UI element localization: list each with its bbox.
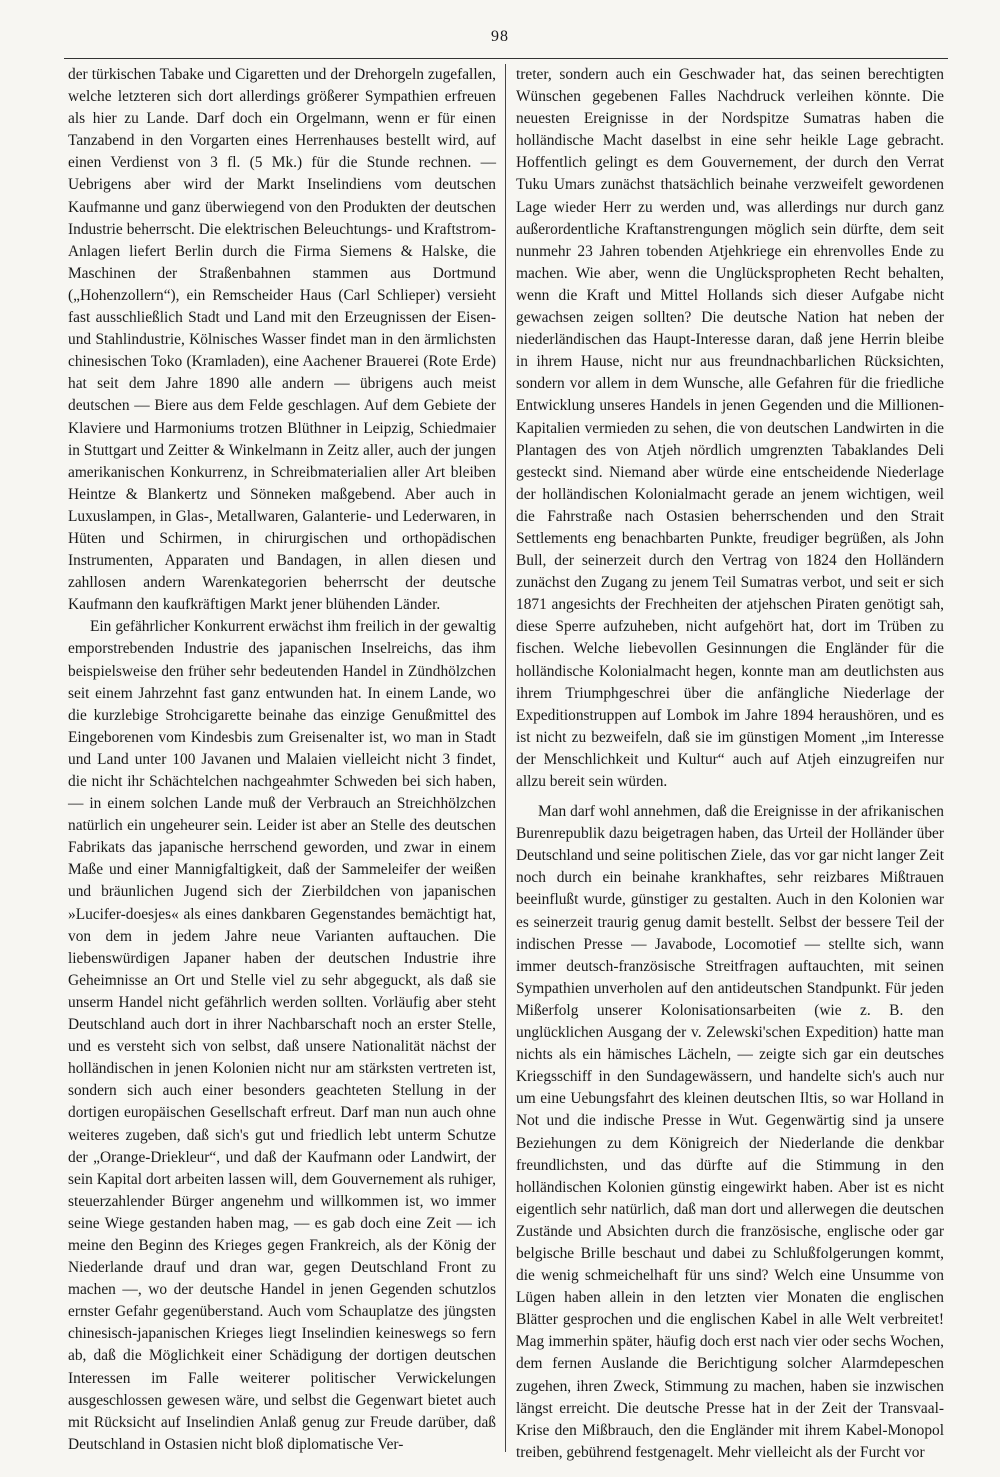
right-column (516, 64, 944, 1461)
paragraph-gap (516, 793, 944, 801)
column-divider (505, 64, 506, 1452)
paragraph: der türkischen Tabake und Cigaretten und der Drehorgeln zugefallen, welche letzteren sich dort allerdings größerer Sympathien erfreuen als hier zu Lande. Darf doch ein Orgelmann, wenn er für einen Tanzabend in den Vorgarten eines Herrenhauses bestellt wird, auf einen Verdienst von 3 fl. (5 Mk.) für die Stunde rechnen. — Uebrigens aber wird der Markt Inselindiens vom deutschen Kaufmanne und ganz überwiegend von den Produkten der deutschen Industrie beherrscht. Die elektrischen Beleuchtungs- und Kraftstrom-Anlagen liefert Berlin durch die Firma Siemens & Halske, die Maschinen der Straßenbahnen stammen aus Dortmund („Hohenzollern“), ein Remscheider Haus (Carl Schlieper) versieht fast ausschließlich Stadt und Land mit den Erzeugnissen der Eisen- und Stahlindustrie, Kölnisches Wasser findet man in den ärmlichsten chinesischen Toko (Kramladen), eine Aachener Brauerei (Rote Erde) hat seit dem Jahre 1890 alle andern — übrigens auch meist deutschen — Biere aus dem Felde geschlagen. Auf dem Gebiete der Klaviere und Harmoniums trotzen Blüthner in Leipzig, Schiedmaier in Stuttgart und Zeitter & Winkelmann in Zeitz aller, auch der jungen amerikanischen Konkurrenz, in Schreibmaterialien aller Art bleiben Heintze & Blankertz und Sönneken maßgebend. Aber auch in Luxuslampen, in Glas-, Metallwaren, Galanterie- und Lederwaren, in Hüten und Schirmen, in chirurgischen und orthopädischen Instrumenten, Apparaten und Bandagen, in allen diesen und zahllosen andern Warenkategorien beherrscht der deutsche Kaufmann den kaufkräftigen Markt jener blühenden Länder. (68, 66, 496, 614)
paragraph: treter, sondern auch ein Geschwader hat, das seinen berechtigten Wünschen gegebenen Falles Nachdruck verleihen könnte. Die neuesten Ereignisse in der Nordspitze Sumatras haben die holländische Macht daselbst in eine sehr heikle Lage gebracht. Hoffentlich gelingt es dem Gouvernement, der durch den Verrat Tuku Umars zunächst thatsächlich beinahe verzweifelt gewordenen Lage wieder Herr zu werden und, was allerdings nur durch ganz außerordentliche Kraftanstrengungen möglich sein dürfte, dem seit nunmehr 23 Jahren tobenden Atjehkriege ein ehrenvolles Ende zu machen. Wie aber, wenn die Unglückspropheten Recht behalten, wenn die Kraft und Mittel Hollands sich dieser Aufgabe nicht gewachsen zeigen sollten? Die deutsche Nation hat neben der niederländischen das Haupt-Interesse daran, daß jene Herrin bleibe in ihrem Hause, nicht nur aus freundnachbarlichen Rücksichten, sondern vor allem in dem Wunsche, alle Gefahren für die friedliche Entwicklung unseres Handels in jenen Gegenden und die Millionen-Kapitalien vermieden zu sehen, die von deutschen Landwirten in die Plantagen des von Atjeh nördlich umgrenzten Tabaklandes Deli gesteckt sind. Niemand aber würde eine entscheidende Niederlage der holländischen Kolonialmacht gerade an jenem wichtigen, weil die Fahrstraße nach Ostasien beherrschenden und den Strait Settlements eng benachbarten Punkte, freudiger begrüßen, als John Bull, der seinerzeit durch den Vertrag von 1824 den Holländern zunächst den Zugang zu jenem Teil Sumatras verbot, und seit er sich 1871 angesichts der Frechheiten der atjehschen Piraten genötigt sah, diese Sperre aufzuheben, nicht aufgehört hat, dort im Trüben zu fischen. Welche liebevollen Gesinnungen die Engländer für die holländische Kolonialmacht hegen, konnte man am deutlichsten aus ihrem Triumphgeschrei über die anfängliche Niederlage der Expeditionstruppen auf Lombok im Jahre 1894 heraushören, und es ist nicht zu bezweifeln, daß sie im günstigen Moment „im Interesse der Menschlichkeit und Kultur“ auch auf Atjeh einzugreifen nur allzu bereit sein würden. (516, 66, 944, 790)
paragraph: Man darf wohl annehmen, daß die Ereignisse in der afrikanischen Burenrepublik dazu beigetragen haben, das Urteil der Holländer über Deutschland und seine politischen Ziele, das vor gar nicht langer Zeit noch durch ein beinahe krankhaftes, sehr reizbares Mißtrauen beeinflußt wurde, günstiger zu gestalten. Auch in den Kolonien war es seinerzeit traurig genug damit bestellt. Selbst der bessere Teil der indischen Presse — Javabode, Locomotief — stellte sich, wann immer deutsch-französische Streitfragen auftauchten, mit seinen Sympathien unverholen auf den antideutschen Standpunkt. Für jeden Mißerfolg unserer Kolonisationsarbeiten (wie z. B. den unglücklichen Ausgang der v. Zelewski'schen Expedition) hatte man nichts als ein hämisches Lächeln, — zeigte sich gar ein deutsches Kriegsschiff in den Sundagewässern, und handelte sich's auch nur um eine Uebungsfahrt des kleinen deutschen Iltis, so war Holland in Not und die indische Presse in Wut. Gegenwärtig sind ja unsere Beziehungen zu dem Königreich der Niederlande die denkbar freundlichsten, und das dürfte auf die Stimmung in den holländischen Kolonien günstig eingewirkt haben. Aber ist es nicht eigentlich sehr natürlich, daß man dort und allerwegen die deutschen Zustände und Absichten durch die französische, englische oder gar belgische Brille beschaut und dabei zu Schlußfolgerungen kommt, die wenig schmeichelhaft für uns sind? Welch eine Unsumme von Lügen haben allein in den letzten vier Monaten die englischen Blätter gesprochen und die englischen Kabel in alle Welt verbreitet! Mag immerhin später, häufig doch erst nach vier oder sechs Wochen, dem fernen Auslande die Berichtigung solcher Alarmdepeschen zugehen, ihren Zweck, Stimmung zu machen, haben sie inzwischen längst erreicht. Die deutsche Presse hat in der Zeit der Transvaal-Krise den Mißbrauch, den die Engländer mit ihrem Kabel-Monopol treiben, gebührend festgenagelt. Mehr vielleicht als der Furcht vor (516, 803, 944, 1461)
paragraph: Ein gefährlicher Konkurrent erwächst ihm freilich in der gewaltig emporstrebenden Industrie des japanischen Inselreichs, das ihm beispielsweise den früher sehr bedeutenden Handel in Zündhölzchen seit einem Jahrzehnt fast ganz entwunden hat. In einem Lande, wo die kurzlebige Strohcigarette beinahe das einzige Genußmittel des Eingeborenen vom Kindesbis zum Greisenalter ist, wo man in Stadt und Land unter 100 Javanen und Malaien vielleicht nicht 3 findet, die nicht ihr Schächtelchen nachgeahmter Schweden bei sich haben, — in einem solchen Lande muß der Verbrauch an Streichhölzchen natürlich ein ungeheurer sein. Leider ist aber an Stelle des deutschen Fabrikats das japanische herrschend geworden, und zwar in einem Maße und einer Mannigfaltigkeit, daß der Sammeleifer der weißen und bräunlichen Jugend sich der Zierbildchen von japanischen »Lucifer-doesjes« als eines dankbaren Gegenstandes bemächtigt hat, von dem in jedem Jahre neue Varianten auftauchen. Die liebenswürdigen Japaner haben der deutschen Industrie ihre Geheimnisse an Ort und Stelle viel zu sehr abgeguckt, als daß sie unserm Handel nicht gefährlich werden sollten. Vorläufig aber steht Deutschland auch dort in ihrer Nachbarschaft noch an erster Stelle, und es versteht sich von selbst, daß unsere Nationalität nächst der holländischen in jenen Kolonien nicht nur am stärksten vertreten ist, sondern sich auch einer besonders geachteten Stellung in der dortigen europäischen Gesellschaft erfreut. Darf man nun auch ohne weiteres zugeben, daß sich's gut und friedlich lebt unterm Schutze der „Orange-Driekleur“, und daß der Kaufmann oder Landwirt, der sein Kapital dort arbeiten lassen will, dem Gouvernement als ruhiger, steuerzahlender Bürger angenehm und willkommen ist, wo immer seine Wiege gestanden haben mag, — es gab doch eine Zeit — ich meine den Beginn des Krieges gegen Frankreich, als der König der Niederlande drauf und dran war, gegen Deutschland Front zu machen —, wo der deutsche Handel in jenen Gegenden schutzlos ernster Gefahr gegenüberstand. Auch vom Schauplatze des jüngsten chinesisch-japanischen Krieges liegt Inselindien keineswegs so fern ab, daß die Möglichkeit einer Schädigung der dortigen deutschen Interessen im Falle weiterer politischer Verwickelungen ausgeschlossen gewesen wäre, und selbst die Gegenwart bietet auch mit Rücksicht auf Inselindien Anlaß genug zur Freude darüber, daß Deutschland in Ostasien nicht bloß diplomatische Ver- (68, 618, 496, 1453)
page-number: 98 (491, 28, 509, 45)
header-rule (64, 58, 948, 59)
left-column (68, 64, 496, 1452)
